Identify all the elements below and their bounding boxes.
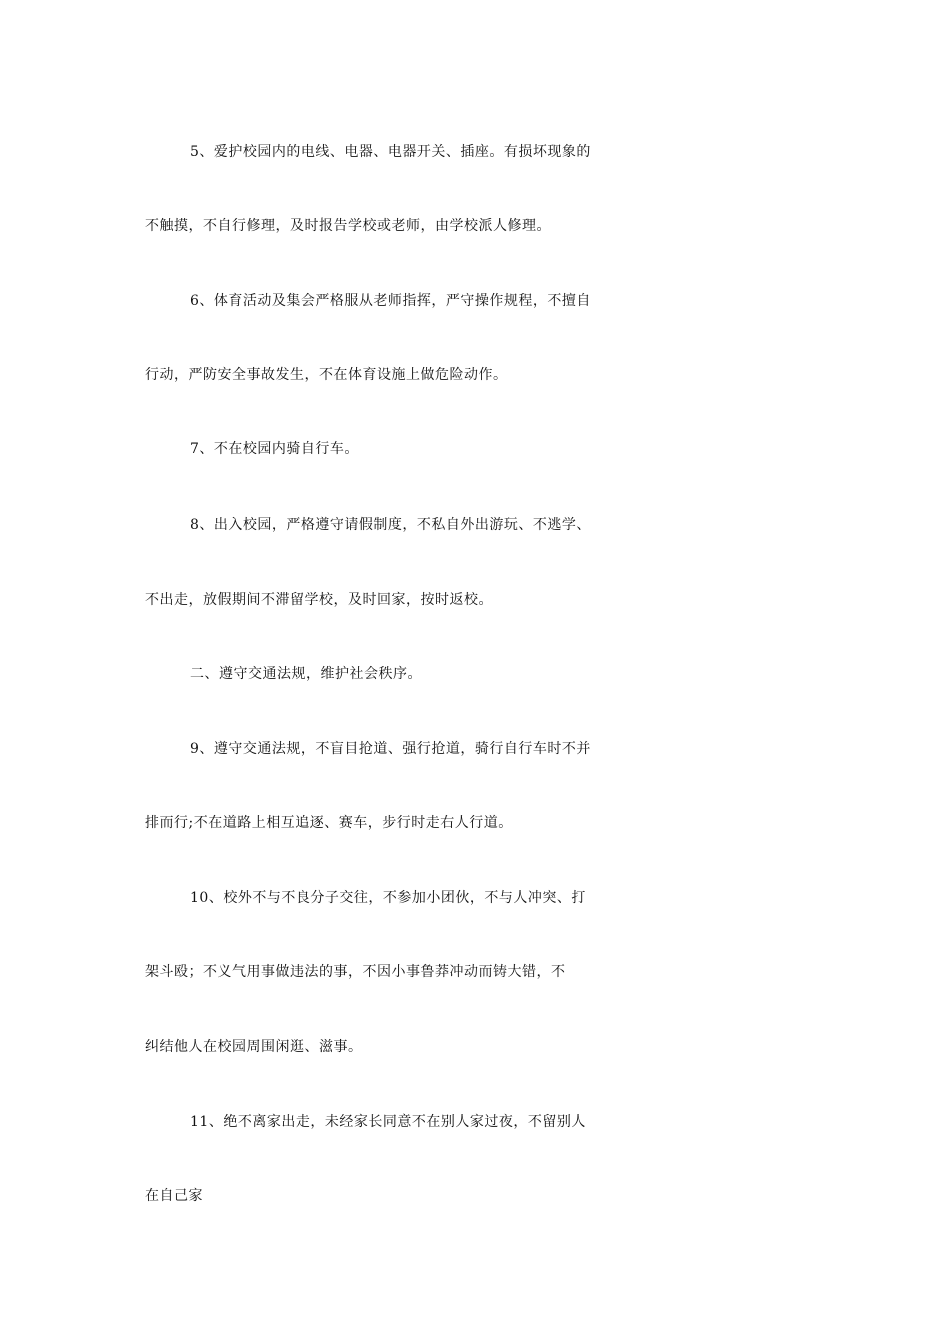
paragraph-6-line-1: 6、体育活动及集会严格服从老师指挥，严守操作规程，不擅自 xyxy=(190,293,591,309)
paragraph-10-line-3: 纠结他人在校园周围闲逛、滋事。 xyxy=(145,1039,363,1055)
paragraph-10-line-1: 10、校外不与不良分子交往，不参加小团伙，不与人冲突、打 xyxy=(190,890,586,906)
section-heading: 二、遵守交通法规，维护社会秩序。 xyxy=(190,666,422,682)
paragraph-5-line-2: 不触摸，不自行修理，及时报告学校或老师，由学校派人修理。 xyxy=(145,218,551,234)
paragraph-10-line-2: 架斗殴；不义气用事做违法的事，不因小事鲁莽冲动而铸大错，不 xyxy=(145,964,566,980)
paragraph-8-line-1: 8、出入校园，严格遵守请假制度，不私自外出游玩、不逃学、 xyxy=(190,517,591,533)
paragraph-11-line-2: 在自己家 xyxy=(145,1188,203,1204)
paragraph-7-line-1: 7、不在校园内骑自行车。 xyxy=(190,441,359,457)
paragraph-9-line-1: 9、遵守交通法规，不盲目抢道、强行抢道，骑行自行车时不并 xyxy=(190,741,591,757)
paragraph-9-line-2: 排而行;不在道路上相互追逐、赛车，步行时走右人行道。 xyxy=(145,815,513,831)
paragraph-6-line-2: 行动，严防安全事故发生，不在体育设施上做危险动作。 xyxy=(145,367,508,383)
paragraph-5-line-1: 5、爱护校园内的电线、电器、电器开关、插座。有损坏现象的 xyxy=(190,144,591,160)
paragraph-8-line-2: 不出走，放假期间不滞留学校，及时回家，按时返校。 xyxy=(145,592,493,608)
paragraph-11-line-1: 11、绝不离家出走，未经家长同意不在别人家过夜，不留别人 xyxy=(190,1114,586,1130)
